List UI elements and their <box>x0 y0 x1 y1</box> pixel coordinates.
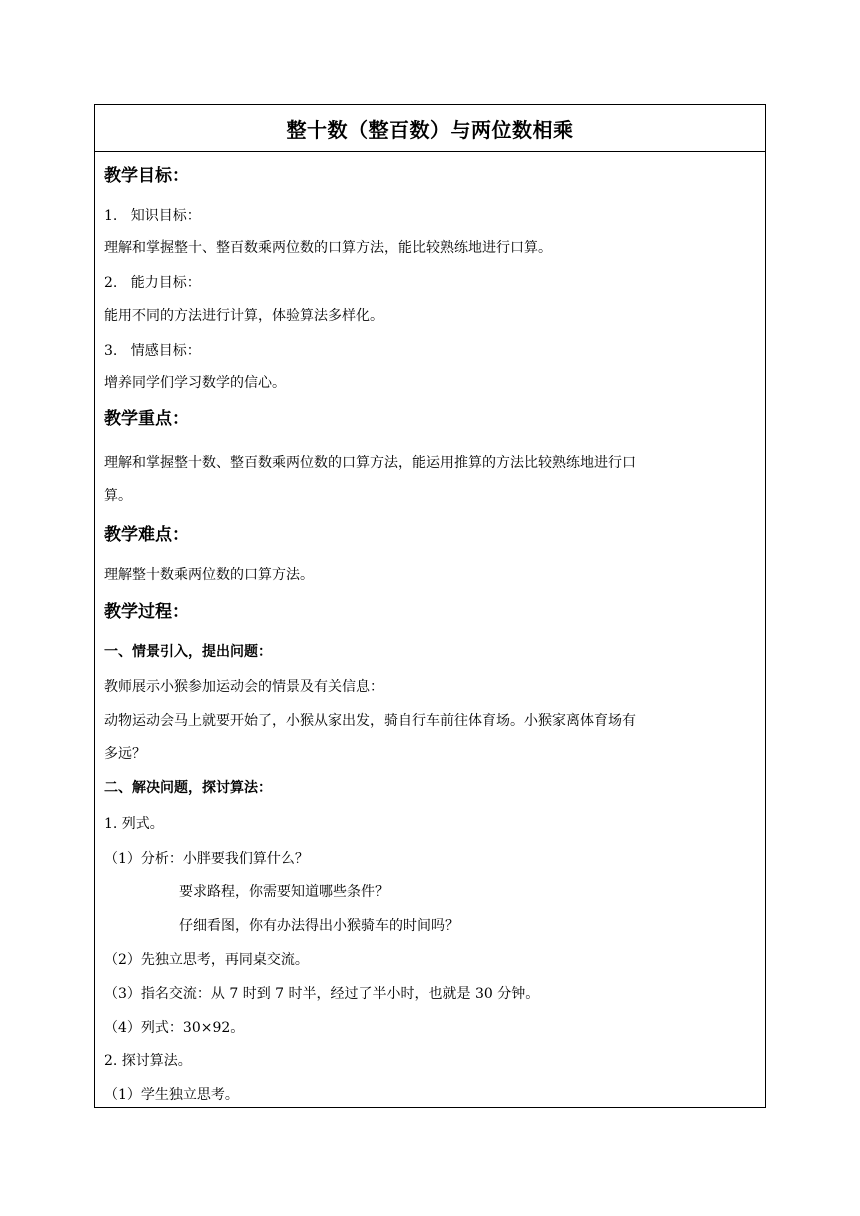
objective-1-label <box>104 206 201 226</box>
objective-1-num: 1. <box>104 208 118 224</box>
objective-2-label <box>104 273 201 293</box>
objective-1-title: 知识目标： <box>130 208 201 224</box>
objectives-heading: 教学目标： <box>104 166 189 186</box>
step-1-exchange: （3）指名交流：从 7 时到 7 时半，经过了半小时，也就是 30 分钟。 <box>104 986 540 1002</box>
step-1-question-b: 仔细看图，你有办法得出小猴骑车的时间吗？ <box>179 918 459 934</box>
objective-2-num: 2. <box>104 275 118 291</box>
objective-2-text: 能用不同的方法进行计算，体验算法多样化。 <box>104 308 384 324</box>
objective-2-title: 能力目标： <box>130 275 201 291</box>
objective-3-num: 3. <box>104 343 118 359</box>
step-1-question-a: 要求路程，你需要知道哪些条件？ <box>179 884 389 900</box>
objective-3-label <box>104 341 201 361</box>
page-title: 整十数（整百数）与两位数相乘 <box>286 117 574 142</box>
lesson-plan-table <box>94 104 766 1108</box>
objective-1-text: 理解和掌握整十、整百数乘两位数的口算方法，能比较熟练地进行口算。 <box>104 240 552 256</box>
key-points-line-2: 算。 <box>104 488 132 504</box>
key-points-heading: 教学重点： <box>104 409 189 429</box>
step-1-analysis: （1）分析：小胖要我们算什么？ <box>104 851 309 867</box>
part-2-heading: 二、解决问题，探讨算法： <box>104 780 272 796</box>
objective-3-title: 情感目标： <box>130 343 201 359</box>
key-points-line-1: 理解和掌握整十数、整百数乘两位数的口算方法，能运用推算的方法比较熟练地进行口 <box>104 455 636 471</box>
objective-3-text: 增养同学们学习数学的信心。 <box>104 375 286 391</box>
step-1: 1. 列式。 <box>104 816 164 832</box>
difficulties-heading: 教学难点： <box>104 525 189 545</box>
process-heading: 教学过程： <box>104 602 189 622</box>
difficulties-text: 理解整十数乘两位数的口算方法。 <box>104 567 314 583</box>
step-1-think: （2）先独立思考，再同桌交流。 <box>104 952 309 968</box>
part-1-line-3: 多远？ <box>104 746 146 762</box>
step-2-think: （1）学生独立思考。 <box>104 1087 239 1103</box>
part-1-line-1: 教师展示小猴参加运动会的情景及有关信息： <box>104 679 384 695</box>
step-1-formula: （4）列式：30×92。 <box>104 1020 245 1036</box>
title-row <box>95 105 765 152</box>
part-1-line-2: 动物运动会马上就要开始了，小猴从家出发，骑自行车前往体育场。小猴家离体育场有 <box>104 713 636 729</box>
step-2: 2. 探讨算法。 <box>104 1053 192 1069</box>
part-1-heading: 一、情景引入，提出问题： <box>104 644 272 660</box>
